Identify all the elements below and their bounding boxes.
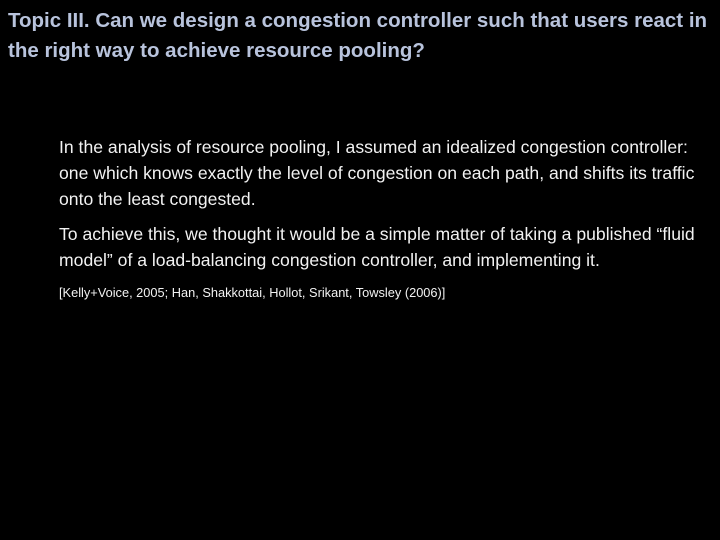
slide-body: [59, 134, 714, 302]
citation: [Kelly+Voice, 2005; Han, Shakkottai, Hollot, Srikant, Towsley (2006)]: [59, 285, 446, 300]
paragraph-idealized-controller: In the analysis of resource pooling, I assumed an idealized congestion controller: one which knows exactly the level of congestion on each path, and shifts its traffic onto the least congested.: [59, 137, 695, 209]
paragraph-fluid-model: To achieve this, we thought it would be a simple matter of taking a published “fluid model” of a load-balancing congestion controller, and implementing it.: [59, 224, 695, 270]
slide-title: Topic III. Can we design a congestion controller such that users react in the right way to achieve resource pooling?: [8, 9, 708, 62]
